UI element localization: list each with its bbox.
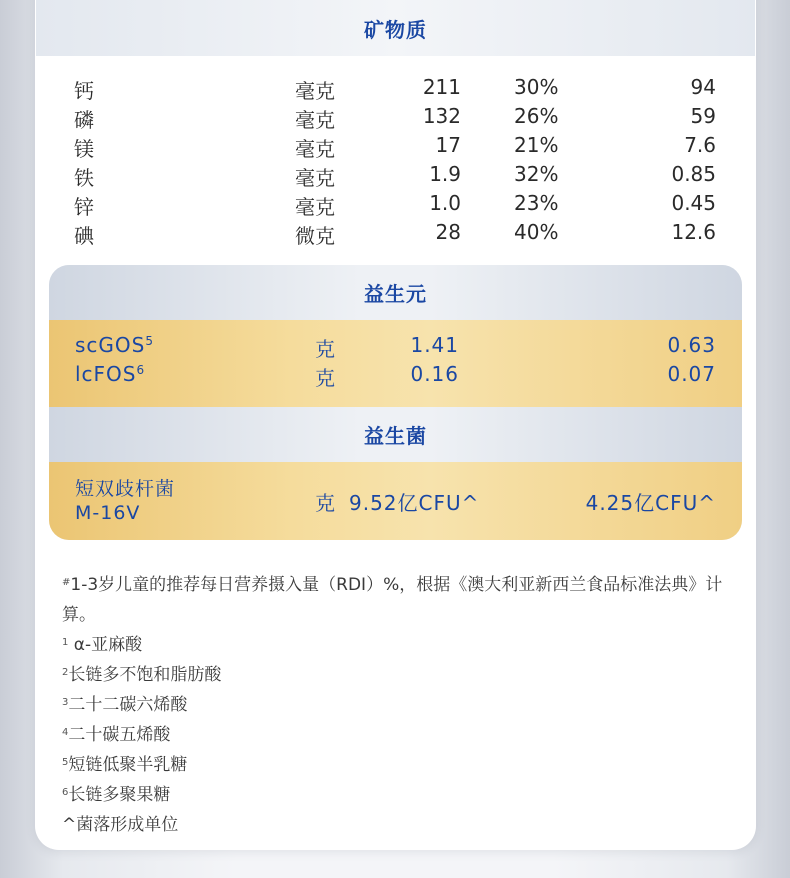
mineral-per-serving: 12.6 [671, 220, 716, 244]
footnote: $^6$长链多聚果糖 [62, 785, 171, 805]
mineral-value: 1.0 [429, 191, 461, 215]
mineral-per-serving: 7.6 [684, 133, 716, 157]
mineral-rdi: 21% [514, 133, 559, 157]
prebiotics-body [49, 320, 742, 407]
mineral-unit: 微克 [295, 224, 335, 248]
prebiotic-row [49, 333, 742, 362]
prebiotic-name: lcFOS$^6$ [75, 362, 146, 386]
mineral-rdi: 30% [514, 75, 559, 99]
footnote: ^菌落形成单位 [62, 815, 179, 835]
mineral-row [36, 220, 755, 249]
footnote: $^4$二十碳五烯酸 [62, 725, 171, 745]
mineral-row [36, 162, 755, 191]
footnote: $^1$ α-亚麻酸 [62, 635, 143, 655]
mineral-row [36, 104, 755, 133]
mineral-unit: 毫克 [295, 137, 335, 161]
mineral-row [36, 191, 755, 220]
mineral-rdi: 32% [514, 162, 559, 186]
mineral-row [36, 75, 755, 104]
probiotic-unit: 克 [315, 491, 335, 515]
footnote: #1-3岁儿童的推荐每日营养摄入量（RDI）%，根据《澳大利亚新西兰食品标准法典》计算。 [62, 575, 723, 625]
minerals-title: 矿物质 [364, 17, 427, 42]
mineral-rdi: 40% [514, 220, 559, 244]
mineral-unit: 毫克 [295, 166, 335, 190]
mineral-name: 镁 [74, 137, 94, 161]
mineral-unit: 毫克 [295, 195, 335, 219]
mineral-per-serving: 0.85 [671, 162, 716, 186]
mineral-row [36, 133, 755, 162]
prebiotic-unit: 克 [315, 366, 335, 390]
probiotic-row [49, 487, 742, 516]
footnotes [62, 570, 742, 840]
probiotics-body [49, 462, 742, 540]
mineral-name: 钙 [74, 79, 94, 103]
prebiotic-row [49, 362, 742, 391]
biotics-panel [49, 265, 742, 540]
mineral-value: 28 [435, 220, 461, 244]
mineral-name: 铁 [74, 166, 94, 190]
mineral-per-serving: 94 [690, 75, 716, 99]
prebiotic-per-serving: 0.07 [667, 362, 716, 386]
prebiotic-name: scGOS$^5$ [75, 333, 154, 357]
prebiotics-title: 益生元 [364, 282, 427, 306]
probiotic-per-serving: 4.25亿CFU^ [585, 491, 716, 515]
minerals-header [36, 0, 755, 56]
mineral-rdi: 26% [514, 104, 559, 128]
mineral-unit: 毫克 [295, 79, 335, 103]
footnote: $^5$短链低聚半乳糖 [62, 755, 188, 775]
prebiotics-header [49, 265, 742, 320]
probiotic-value: 9.52亿CFU^ [349, 491, 480, 515]
footnote: $^3$二十二碳六烯酸 [62, 695, 188, 715]
prebiotic-value: 1.41 [410, 333, 459, 357]
footnote: $^2$长链多不饱和脂肪酸 [62, 665, 222, 685]
mineral-value: 211 [422, 75, 461, 99]
probiotics-title: 益生菌 [364, 424, 427, 448]
mineral-name: 碘 [74, 224, 94, 248]
mineral-name: 锌 [74, 195, 94, 219]
mineral-per-serving: 0.45 [671, 191, 716, 215]
prebiotic-value: 0.16 [410, 362, 459, 386]
prebiotic-per-serving: 0.63 [667, 333, 716, 357]
mineral-value: 132 [422, 104, 461, 128]
prebiotic-unit: 克 [315, 337, 335, 361]
mineral-unit: 毫克 [295, 108, 335, 132]
probiotics-header [49, 407, 742, 462]
mineral-value: 1.9 [429, 162, 461, 186]
mineral-rdi: 23% [514, 191, 559, 215]
mineral-name: 磷 [74, 108, 94, 132]
probiotic-name-line2: M-16V [75, 502, 141, 524]
probiotic-name-line1: 短双歧杆菌 [75, 478, 176, 500]
mineral-per-serving: 59 [690, 104, 716, 128]
mineral-value: 17 [435, 133, 461, 157]
